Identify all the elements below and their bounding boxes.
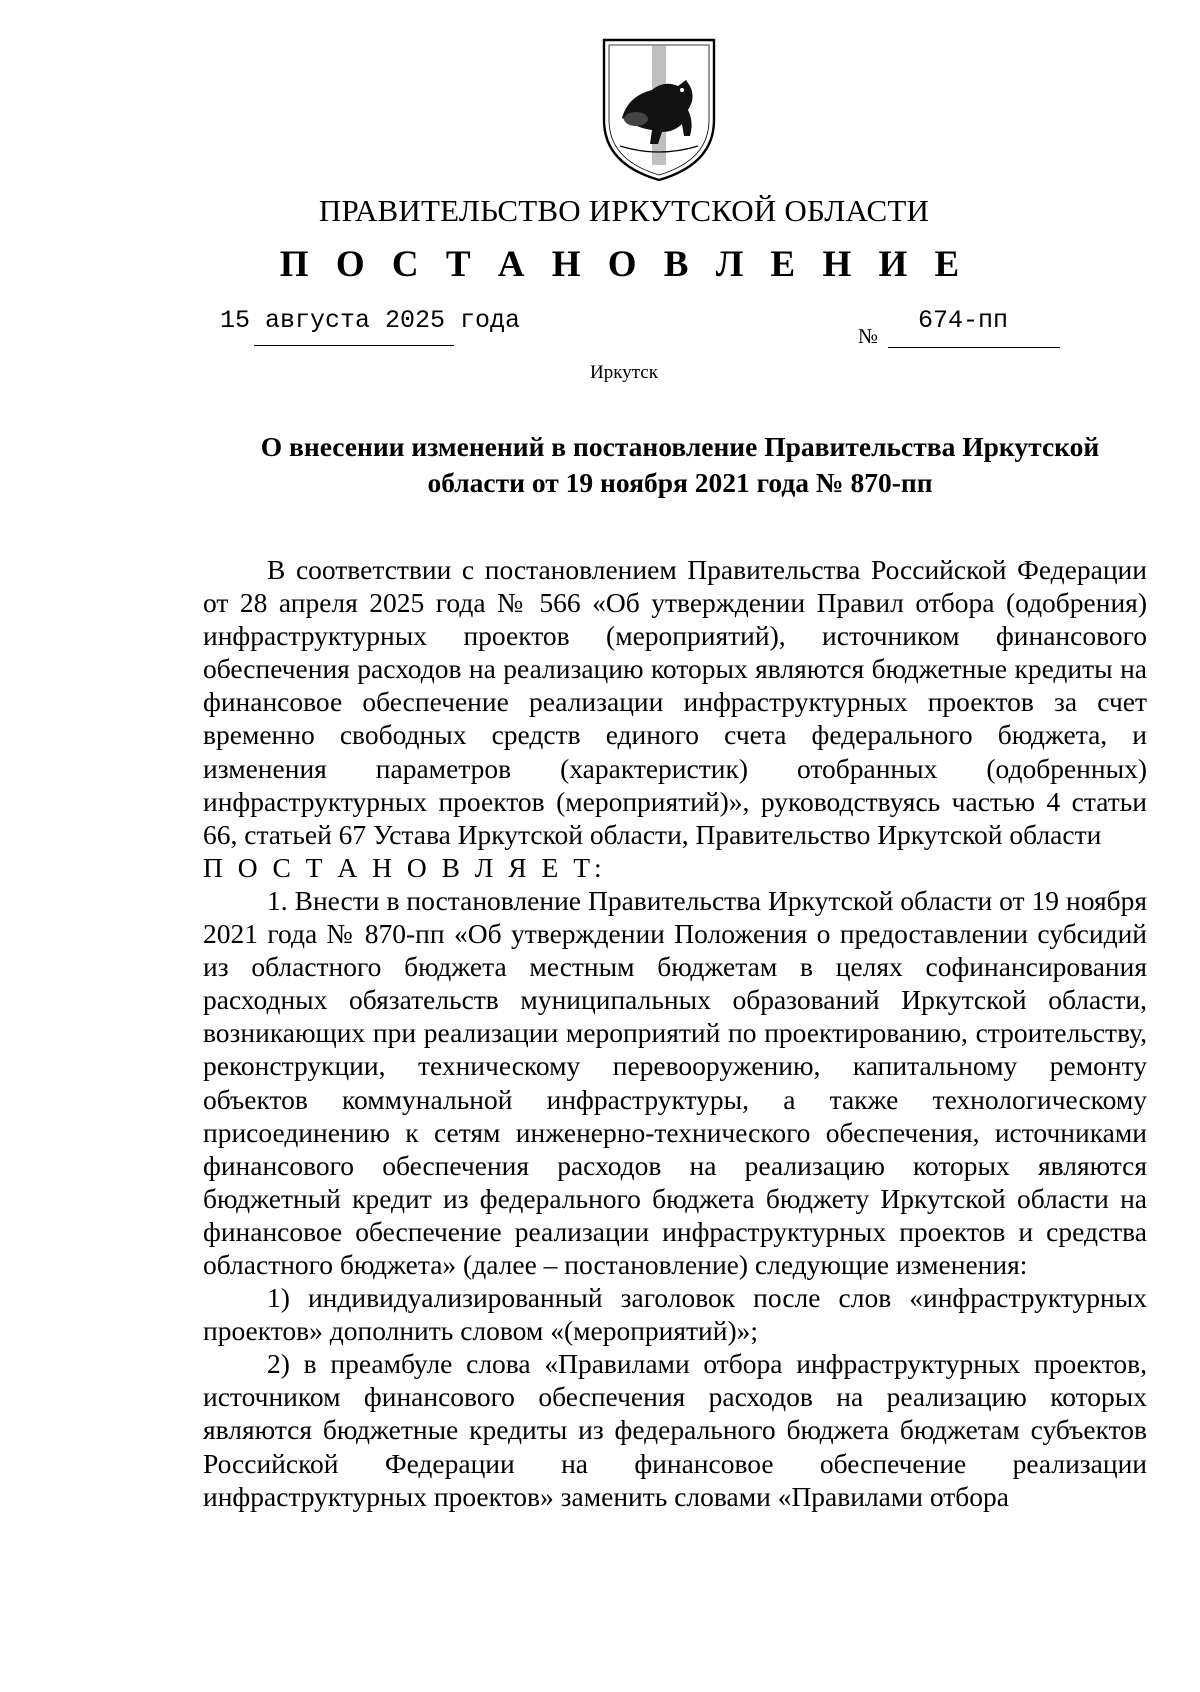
subitem-1-paragraph: 1) индивидуализированный заголовок после слов «инфраструктурных проектов» дополнить словом «(мероприятий)»;: [203, 1282, 1147, 1347]
decree-word: П О С Т А Н О В Л Я Е Т:: [203, 851, 606, 883]
subject-line-2: области от 19 ноября 2021 года № 870-пп: [427, 467, 933, 498]
document-date: 15 августа 2025 года: [220, 306, 521, 335]
date-underline: [254, 345, 454, 346]
document-body: [203, 553, 1147, 1513]
irkutsk-coat-of-arms-icon: [600, 36, 718, 184]
document-subject: [230, 429, 1130, 501]
number-underline: [888, 347, 1060, 348]
item-1-paragraph: 1. Внести в постановление Правительства Иркутской области от 19 ноября 2021 года № 870-пп «Об утверждении Положения о предоставлении субсидий из областного бюджета местным бюджетам в целях софинансирования расходных обязательств муниципальных образований Иркутской области, возникающих при реализации мероприятий по проектированию, строительству, реконструкции, техническому перевооружению, капитальному ремонту объектов коммунальной инфраструктуры, а также технологическому присоединению к сетям инженерно-технического обеспечения, источниками финансового обеспечения расходов на реализацию которых являются бюджетный кредит из федерального бюджета бюджету Иркутской области на финансовое обеспечение реализации инфраструктурных проектов и средства областного бюджета» (далее – постановление) следующие изменения:: [203, 884, 1147, 1280]
subject-line-1: О внесении изменений в постановление Правительства Иркутской: [260, 431, 1100, 462]
document-type: П О С Т А Н О В Л Е Н И Е: [279, 244, 969, 285]
government-name: ПРАВИТЕЛЬСТВО ИРКУТСКОЙ ОБЛАСТИ: [318, 193, 930, 228]
document-number: 674-пп: [918, 306, 1009, 335]
document-city: Иркутск: [590, 362, 658, 383]
number-sign: №: [858, 324, 879, 348]
preamble-paragraph: В соответствии с постановлением Правительства Российской Федерации от 28 апреля 2025 года № 566 «Об утверждении Правил отбора (одобрения) инфраструктурных проектов (мероприятий), источником финансового обеспечения расходов на реализацию которых являются бюджетные кредиты на финансовое обеспечение реализации инфраструктурных проектов за счет временно свободных средств единого счета федерального бюджета, и изменения параметров (характеристик) отобранных (одобренных) инфраструктурных проектов (мероприятий)», руководствуясь частью 4 статьи 66, статьей 67 Устава Иркутской области, Правительство Иркутской области: [203, 554, 1147, 850]
subitem-2-paragraph: 2) в преамбуле слова «Правилами отбора инфраструктурных проектов, источником финансового обеспечения расходов на реализацию которых являются бюджетные кредиты из федерального бюджета бюджетам субъектов Российской Федерации на финансовое обеспечение реализации инфраструктурных проектов» заменить словами «Правилами отбора: [203, 1348, 1147, 1512]
